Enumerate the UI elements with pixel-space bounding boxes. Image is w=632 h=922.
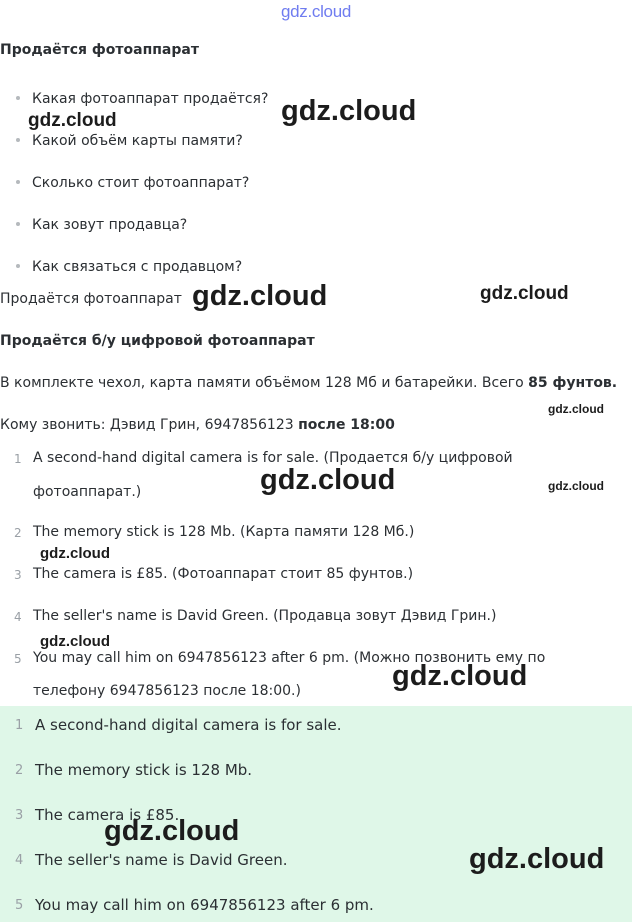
watermark: gdz.cloud — [40, 545, 110, 562]
ad-line: Продаётся фотоаппарат — [0, 291, 182, 307]
bullet-icon — [16, 180, 20, 184]
answer-text: You may call him on 6947856123 after 6 pm. (Можно позвонить ему по — [33, 650, 546, 666]
question-item: Какая фотоаппарат продаётся? — [16, 91, 268, 107]
answer-number: 1 — [15, 718, 24, 733]
watermark: gdz.cloud — [104, 815, 240, 847]
answer-text-cont: телефону 6947856123 после 18:00.) — [33, 683, 301, 699]
watermark: gdz.cloud — [469, 843, 605, 875]
answer-text: The memory stick is 128 Mb. (Карта памяти 128 Мб.) — [33, 524, 415, 540]
bullet-icon — [16, 222, 20, 226]
top-watermark: gdz.cloud — [280, 2, 352, 21]
answer-number: 3 — [14, 568, 22, 582]
bullet-icon — [16, 264, 20, 268]
watermark: gdz.cloud — [192, 280, 328, 312]
answer-text: A second-hand digital camera is for sale. — [35, 716, 342, 734]
answer-number: 4 — [14, 610, 22, 624]
answer-text: The memory stick is 128 Mb. — [35, 761, 253, 779]
section-heading: Продаётся фотоаппарат — [0, 42, 199, 58]
answer-text: The camera is £85. (Фотоаппарат стоит 85 фунтов.) — [33, 566, 414, 582]
watermark: gdz.cloud — [548, 402, 604, 416]
question-item: Как связаться с продавцом? — [16, 259, 242, 275]
answer-text: The seller's name is David Green. — [35, 851, 288, 869]
watermark: gdz.cloud — [281, 95, 417, 127]
answer-text: A second-hand digital camera is for sale. (Продается б/у цифровой — [33, 450, 513, 466]
answer-text-cont: фотоаппарат.) — [33, 484, 142, 500]
answer-number: 5 — [15, 898, 24, 913]
ad-title: Продаётся б/у цифровой фотоаппарат — [0, 333, 315, 349]
answer-text: The seller's name is David Green. (Продавца зовут Дэвид Грин.) — [33, 608, 497, 624]
answer-number: 1 — [14, 452, 22, 466]
answer-number: 2 — [14, 526, 22, 540]
watermark: gdz.cloud — [260, 464, 396, 496]
answer-number: 2 — [15, 763, 24, 778]
watermark: gdz.cloud — [548, 479, 604, 493]
answer-text: The camera is £85. — [35, 806, 180, 824]
answer-text: You may call him on 6947856123 after 6 pm. — [35, 896, 374, 914]
watermark: gdz.cloud — [40, 633, 110, 650]
ad-contact: Кому звонить: Дэвид Грин, 6947856123 после 18:00 — [0, 417, 395, 433]
question-item: Какой объём карты памяти? — [16, 133, 243, 149]
watermark: gdz.cloud — [392, 660, 528, 692]
bullet-icon — [16, 96, 20, 100]
answer-number: 3 — [15, 808, 24, 823]
ad-body: В комплекте чехол, карта памяти объёмом 128 Мб и батарейки. Всего 85 фунтов. — [0, 375, 618, 391]
bullet-icon — [16, 138, 20, 142]
answer-number: 5 — [14, 652, 22, 666]
question-item: Как зовут продавца? — [16, 217, 187, 233]
watermark: gdz.cloud — [28, 110, 117, 131]
answer-number: 4 — [15, 853, 24, 868]
question-item: Сколько стоит фотоаппарат? — [16, 175, 249, 191]
watermark: gdz.cloud — [480, 283, 569, 304]
